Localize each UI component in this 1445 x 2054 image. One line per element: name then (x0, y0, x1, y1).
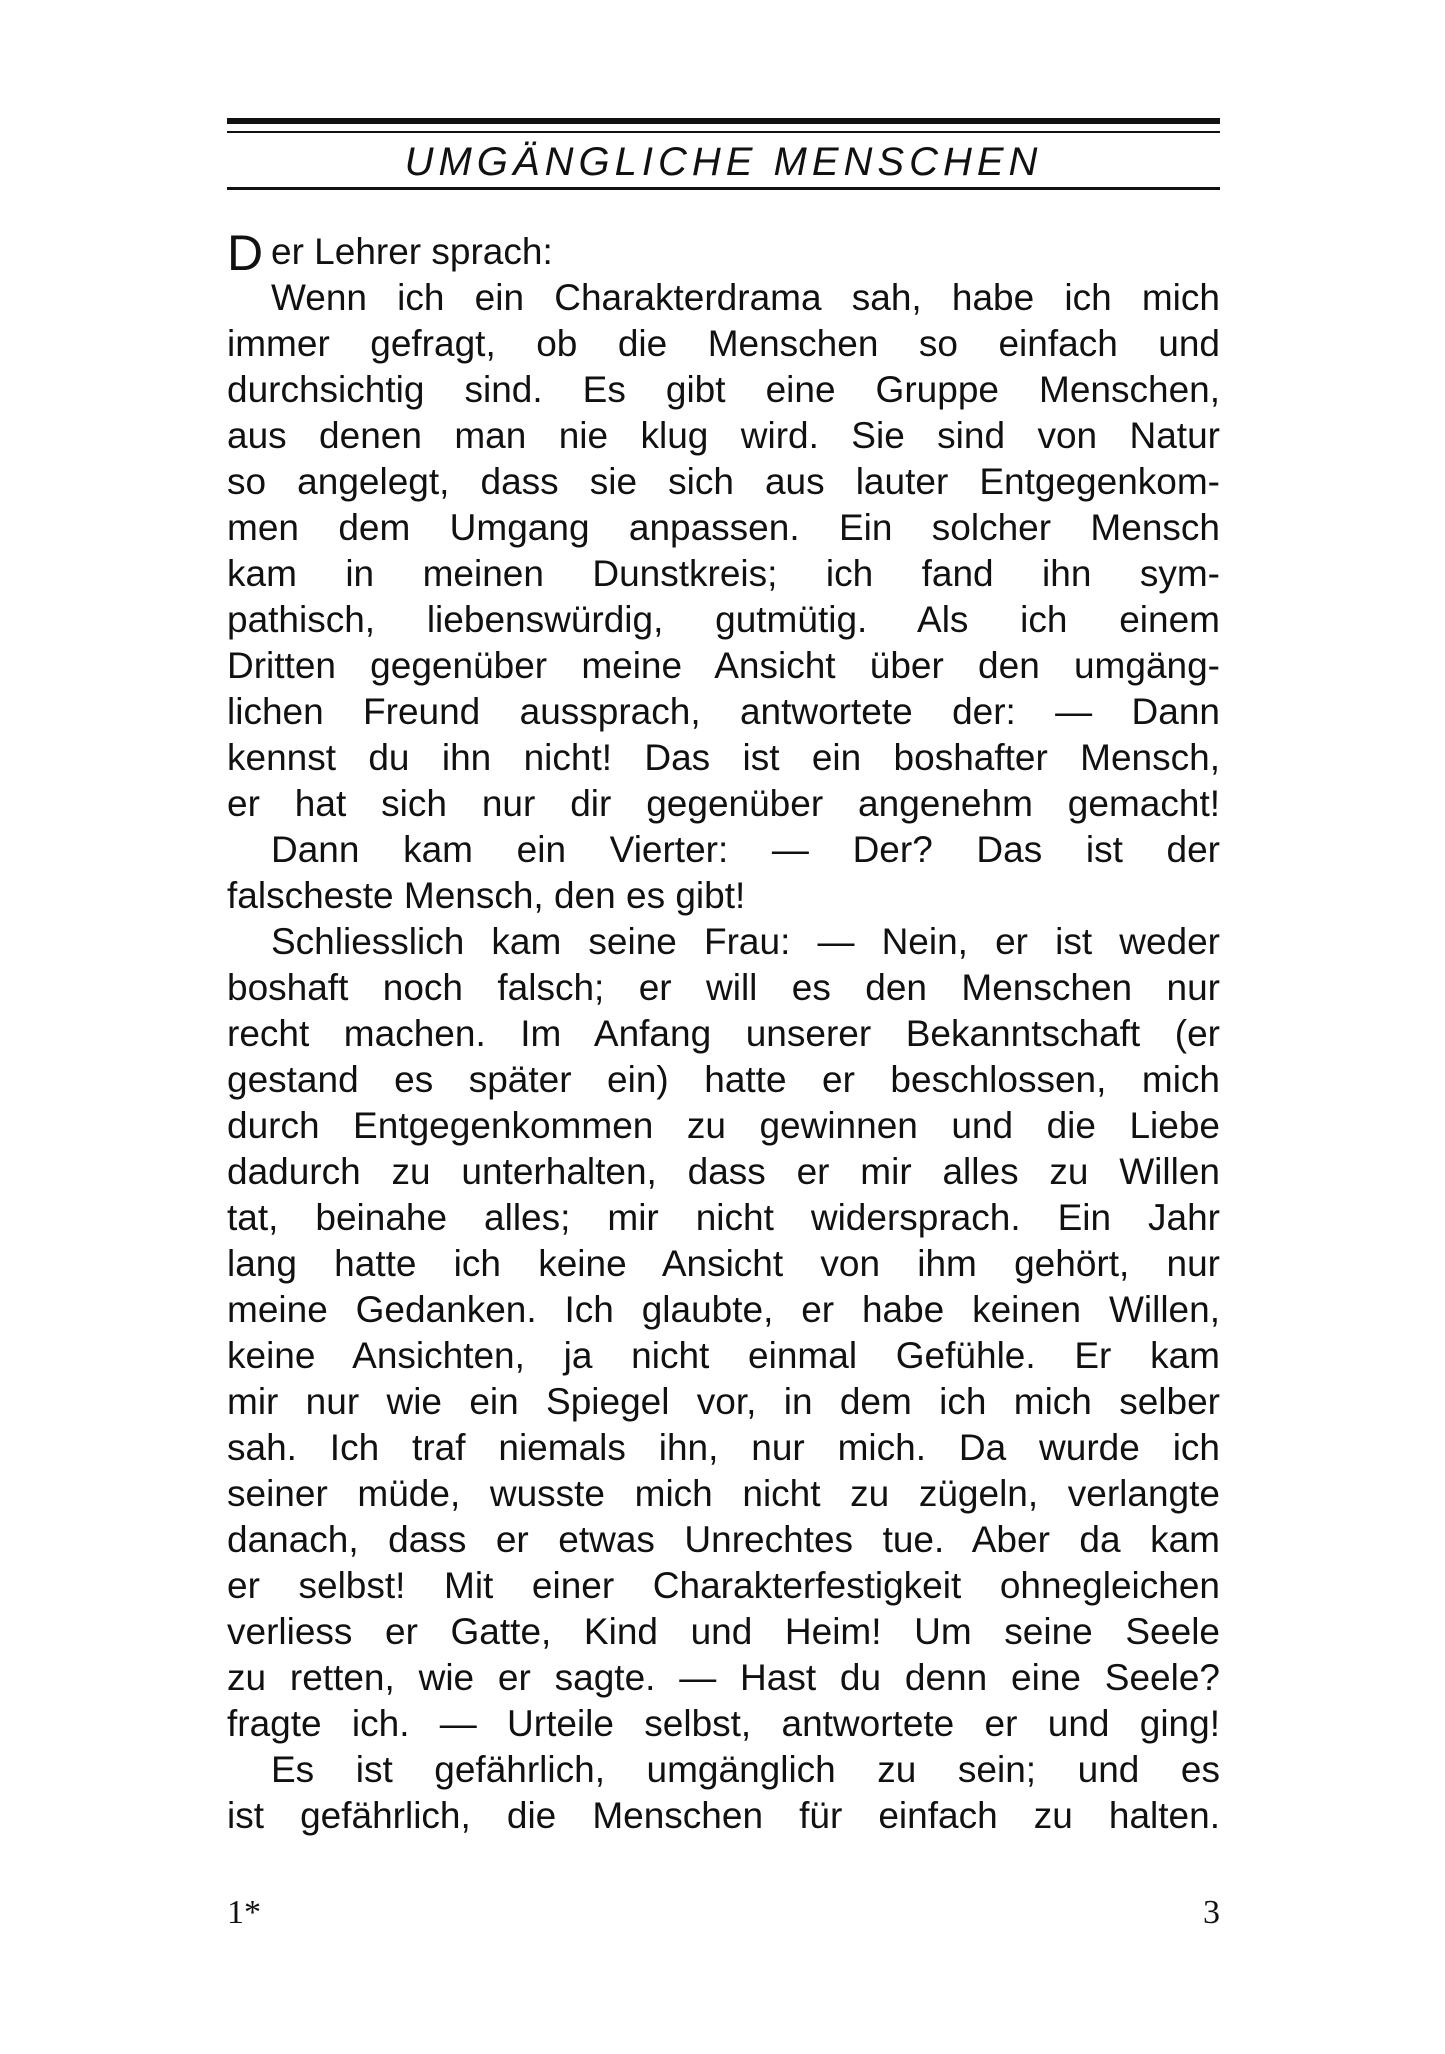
top-rule-thick (227, 118, 1220, 124)
text-line: fragte ich. — Urteile selbst, antwortete er und ging! (227, 1703, 1220, 1744)
text-line: lichen Freund aussprach, antwortete der: — Dann (227, 691, 1220, 732)
text-line: danach, dass er etwas Unrechtes tue. Aber da kam (227, 1519, 1220, 1560)
running-head: UMGÄNGLICHE MENSCHEN (404, 140, 1043, 184)
body-text (227, 225, 1220, 1839)
text-line: recht machen. Im Anfang unserer Bekanntschaft (er (227, 1013, 1220, 1054)
signature-mark: 1* (227, 1894, 261, 1931)
text-line-opening (227, 225, 1220, 281)
text-line: sah. Ich traf niemals ihn, nur mich. Da wurde ich (227, 1427, 1220, 1468)
text-line: mir nur wie ein Spiegel vor, in dem ich mich selber (227, 1381, 1220, 1422)
text-line: Wenn ich ein Charakterdrama sah, habe ich mich (271, 277, 1220, 318)
head-underline-rule (227, 187, 1220, 190)
top-rule-thin (227, 131, 1220, 133)
text-line: er hat sich nur dir gegenüber angenehm gemacht! (227, 783, 1220, 824)
text-line: seiner müde, wusste mich nicht zu zügeln, verlangte (227, 1473, 1220, 1514)
text-line: Dritten gegenüber meine Ansicht über den umgäng- (227, 645, 1220, 686)
text-line: immer gefragt, ob die Menschen so einfach und (227, 323, 1220, 364)
text-line: Dann kam ein Vierter: — Der? Das ist der (271, 829, 1220, 870)
text-line: dadurch zu unterhalten, dass er mir alles zu Willen (227, 1151, 1220, 1192)
text-line: verliess er Gatte, Kind und Heim! Um seine Seele (227, 1611, 1220, 1652)
text-line: zu retten, wie er sagte. — Hast du denn eine Seele? (227, 1657, 1220, 1698)
text-line: pathisch, liebenswürdig, gutmütig. Als ich einem (227, 599, 1220, 640)
text-line: keine Ansichten, ja nicht einmal Gefühle. Er kam (227, 1335, 1220, 1376)
page-number: 3 (1203, 1894, 1220, 1931)
text-line: Schliesslich kam seine Frau: — Nein, er ist weder (271, 921, 1220, 962)
text-line: falscheste Mensch, den es gibt! (227, 875, 746, 916)
text-line: lang hatte ich keine Ansicht von ihm gehört, nur (227, 1243, 1220, 1284)
text-line: so angelegt, dass sie sich aus lauter Entgegenkom- (227, 461, 1220, 502)
text-line: meine Gedanken. Ich glaubte, er habe keinen Willen, (227, 1289, 1220, 1330)
dropcap: D (227, 225, 264, 281)
text-line: boshaft noch falsch; er will es den Menschen nur (227, 967, 1220, 1008)
text-line: er selbst! Mit einer Charakterfestigkeit ohnegleichen (227, 1565, 1220, 1606)
text-line: Es ist gefährlich, umgänglich zu sein; und es (271, 1749, 1220, 1790)
text-line: durchsichtig sind. Es gibt eine Gruppe Menschen, (227, 369, 1220, 410)
text-line: kam in meinen Dunstkreis; ich fand ihn sym- (227, 553, 1220, 594)
text-line: aus denen man nie klug wird. Sie sind von Natur (227, 415, 1220, 456)
opening-text: er Lehrer sprach: (271, 231, 553, 272)
text-line: ist gefährlich, die Menschen für einfach zu halten. (227, 1795, 1220, 1836)
text-line: durch Entgegenkommen zu gewinnen und die Liebe (227, 1105, 1220, 1146)
text-line: tat, beinahe alles; mir nicht widersprach. Ein Jahr (227, 1197, 1220, 1238)
text-line: kennst du ihn nicht! Das ist ein boshafter Mensch, (227, 737, 1220, 778)
text-line: men dem Umgang anpassen. Ein solcher Mensch (227, 507, 1220, 548)
text-line: gestand es später ein) hatte er beschlossen, mich (227, 1059, 1220, 1100)
